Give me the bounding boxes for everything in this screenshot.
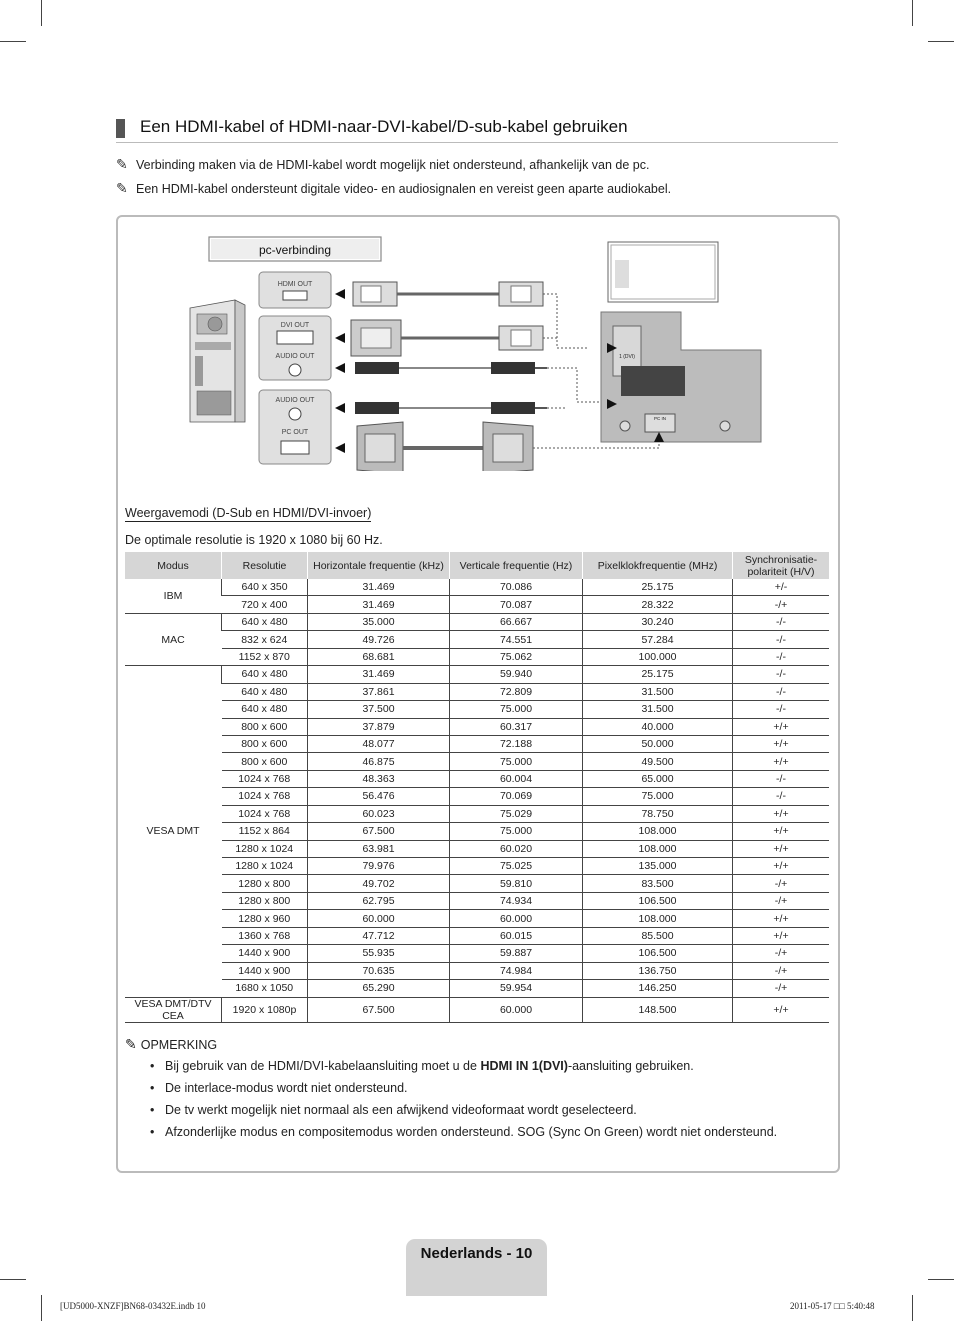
table-cell: +/+ xyxy=(733,910,830,927)
crop-mark xyxy=(928,1279,954,1280)
table-cell: 60.317 xyxy=(450,718,583,735)
table-cell: 59.810 xyxy=(450,875,583,892)
imprint-date: 2011-05-17 □□ 5:40:48 xyxy=(790,1301,875,1311)
imprint-file: [UD5000-XNZF]BN68-03432E.indb 10 xyxy=(60,1301,206,1311)
optimal-resolution: De optimale resolutie is 1920 x 1080 bij 60 Hz. xyxy=(125,533,383,547)
table-cell: 66.667 xyxy=(450,613,583,630)
table-row xyxy=(125,631,829,648)
table-cell: 75.025 xyxy=(450,858,583,875)
hdmi-out-label: HDMI OUT xyxy=(277,281,313,288)
table-cell: 640 x 480 xyxy=(222,613,308,630)
pc-out-label: PC OUT xyxy=(281,429,309,436)
table-row xyxy=(125,962,829,979)
table-cell: 1920 x 1080p xyxy=(222,997,308,1022)
table-cell: 640 x 480 xyxy=(222,666,308,683)
table-cell: 1360 x 768 xyxy=(222,927,308,944)
table-cell: 70.087 xyxy=(450,596,583,613)
table-row xyxy=(125,858,829,875)
table-row xyxy=(125,823,829,840)
table-cell: 70.069 xyxy=(450,788,583,805)
table-cell: 83.500 xyxy=(583,875,733,892)
hdmi-cable xyxy=(353,282,543,306)
table-cell: 60.015 xyxy=(450,927,583,944)
table-cell: 800 x 600 xyxy=(222,753,308,770)
table-cell: 31.500 xyxy=(583,701,733,718)
audio-pc-panel xyxy=(259,390,331,464)
table-cell: +/+ xyxy=(733,927,830,944)
table-cell: 79.976 xyxy=(308,858,450,875)
table-cell: 800 x 600 xyxy=(222,718,308,735)
note-text: Een HDMI-kabel ondersteunt digitale video- en audiosignalen en vereist geen aparte audiokabel. xyxy=(136,182,672,196)
mode-cell: VESA DMT/DTV CEA xyxy=(125,997,222,1022)
table-cell: 63.981 xyxy=(308,840,450,857)
bullet-bold: HDMI IN 1(DVI) xyxy=(480,1059,568,1073)
table-cell: 106.500 xyxy=(583,945,733,962)
table-cell: 1280 x 960 xyxy=(222,910,308,927)
dvi-out-label: DVI OUT xyxy=(280,322,310,329)
table-cell: 60.000 xyxy=(308,910,450,927)
table-cell: 35.000 xyxy=(308,613,450,630)
table-cell: 1152 x 870 xyxy=(222,648,308,665)
table-cell: -/- xyxy=(733,770,830,787)
display-modes-table xyxy=(125,552,829,1023)
tv-hdmi-label: 1 (DVI) xyxy=(619,354,635,360)
table-cell: +/+ xyxy=(733,997,830,1022)
list-item: • De tv werkt mogelijk niet normaal als een afwijkend videoformaat wordt geselecteerd. xyxy=(150,1102,777,1124)
table-cell: -/+ xyxy=(733,980,830,997)
list-item xyxy=(150,1058,777,1080)
dvi-audio-panel xyxy=(259,316,331,380)
note-text: Verbinding maken via de HDMI-kabel wordt mogelijk niet ondersteund, afhankelijk van de pc. xyxy=(136,158,650,172)
table-cell: +/+ xyxy=(733,735,830,752)
table-cell: -/- xyxy=(733,631,830,648)
table-cell: 37.500 xyxy=(308,701,450,718)
section-title: Een HDMI-kabel of HDMI-naar-DVI-kabel/D-sub-kabel gebruiken xyxy=(140,117,628,136)
table-cell: 1280 x 1024 xyxy=(222,840,308,857)
table-cell: +/+ xyxy=(733,858,830,875)
table-cell: 55.935 xyxy=(308,945,450,962)
opmerking-list xyxy=(150,1058,777,1146)
table-cell: 60.023 xyxy=(308,805,450,822)
table-cell: 108.000 xyxy=(583,910,733,927)
table-body xyxy=(125,579,829,1022)
table-cell: 75.000 xyxy=(450,701,583,718)
table-row xyxy=(125,666,829,683)
tv-back-panel xyxy=(601,312,761,442)
table-cell: 56.476 xyxy=(308,788,450,805)
col-header: Synchronisatie-polariteit (H/V) xyxy=(733,552,830,579)
bullet-text: Bij gebruik van de HDMI/DVI-kabelaansluiting moet u de xyxy=(165,1059,481,1073)
tv-front-icon xyxy=(608,242,718,302)
crop-mark xyxy=(0,41,26,42)
table-row xyxy=(125,997,829,1022)
table-cell: 48.363 xyxy=(308,770,450,787)
table-cell: 1024 x 768 xyxy=(222,788,308,805)
table-cell: +/+ xyxy=(733,718,830,735)
table-cell: 59.887 xyxy=(450,945,583,962)
section-header xyxy=(116,116,838,143)
table-cell: +/+ xyxy=(733,805,830,822)
table-cell: 75.029 xyxy=(450,805,583,822)
crop-mark xyxy=(0,1279,26,1280)
table-cell: 1024 x 768 xyxy=(222,770,308,787)
dsub-cable xyxy=(357,422,533,471)
col-header: Pixelklokfrequentie (MHz) xyxy=(583,552,733,579)
table-cell: 47.712 xyxy=(308,927,450,944)
table-cell: 37.879 xyxy=(308,718,450,735)
connection-arrows xyxy=(335,289,345,453)
table-cell: 49.702 xyxy=(308,875,450,892)
page-label: Nederlands - 10 xyxy=(420,1245,533,1262)
table-cell: 25.175 xyxy=(583,579,733,596)
table-cell: 1280 x 800 xyxy=(222,875,308,892)
table-row xyxy=(125,788,829,805)
opmerking-heading xyxy=(125,1036,217,1053)
pen-icon: ✎ xyxy=(116,180,128,196)
mode-cell: VESA DMT xyxy=(125,666,222,997)
table-cell: 46.875 xyxy=(308,753,450,770)
table-cell: 720 x 400 xyxy=(222,596,308,613)
table-row xyxy=(125,927,829,944)
table-cell: 48.077 xyxy=(308,735,450,752)
table-cell: -/- xyxy=(733,788,830,805)
table-cell: -/+ xyxy=(733,962,830,979)
table-cell: 100.000 xyxy=(583,648,733,665)
col-header: Verticale frequentie (Hz) xyxy=(450,552,583,579)
table-cell: 67.500 xyxy=(308,997,450,1022)
table-cell: 1280 x 1024 xyxy=(222,858,308,875)
mode-cell: IBM xyxy=(125,579,222,613)
table-cell: 75.000 xyxy=(450,823,583,840)
table-cell: 60.004 xyxy=(450,770,583,787)
table-cell: -/+ xyxy=(733,892,830,909)
table-cell: 106.500 xyxy=(583,892,733,909)
table-cell: 60.000 xyxy=(450,910,583,927)
col-header: Resolutie xyxy=(222,552,308,579)
table-cell: 62.795 xyxy=(308,892,450,909)
list-item: • De interlace-modus wordt niet ondersteund. xyxy=(150,1080,777,1102)
table-cell: 640 x 480 xyxy=(222,683,308,700)
table-row xyxy=(125,735,829,752)
table-cell: 75.062 xyxy=(450,648,583,665)
pen-icon: ✎ xyxy=(116,156,128,172)
note-1 xyxy=(116,156,649,173)
table-cell: 72.188 xyxy=(450,735,583,752)
table-row xyxy=(125,840,829,857)
table-cell: 28.322 xyxy=(583,596,733,613)
audio-out-label: AUDIO OUT xyxy=(275,353,315,360)
table-cell: 136.750 xyxy=(583,962,733,979)
audio-cable xyxy=(355,402,547,414)
audio-cable xyxy=(355,362,547,374)
table-row xyxy=(125,648,829,665)
table-cell: 40.000 xyxy=(583,718,733,735)
hdmi-dvi-cable xyxy=(351,320,543,356)
table-cell: 60.020 xyxy=(450,840,583,857)
crop-mark xyxy=(41,1295,42,1321)
table-cell: 60.000 xyxy=(450,997,583,1022)
hdmi-out-panel xyxy=(259,272,331,308)
table-cell: 72.809 xyxy=(450,683,583,700)
col-header: Horizontale frequentie (kHz) xyxy=(308,552,450,579)
table-cell: 59.954 xyxy=(450,980,583,997)
table-cell: 74.934 xyxy=(450,892,583,909)
table-cell: 68.681 xyxy=(308,648,450,665)
table-cell: 57.284 xyxy=(583,631,733,648)
pc-connection-text: pc-verbinding xyxy=(258,243,332,257)
table-cell: 108.000 xyxy=(583,840,733,857)
table-cell: 78.750 xyxy=(583,805,733,822)
table-row xyxy=(125,718,829,735)
page-tab xyxy=(406,1239,547,1296)
table-row xyxy=(125,596,829,613)
pen-icon: ✎ xyxy=(125,1036,137,1052)
table-cell: 31.469 xyxy=(308,579,450,596)
table-cell: 49.726 xyxy=(308,631,450,648)
table-cell: 800 x 600 xyxy=(222,735,308,752)
table-cell: +/+ xyxy=(733,753,830,770)
table-row xyxy=(125,805,829,822)
crop-mark xyxy=(41,0,42,26)
table-cell: 31.500 xyxy=(583,683,733,700)
table-cell: -/- xyxy=(733,666,830,683)
table-cell: 1440 x 900 xyxy=(222,962,308,979)
table-cell: 30.240 xyxy=(583,613,733,630)
table-cell: 25.175 xyxy=(583,666,733,683)
table-row xyxy=(125,683,829,700)
table-row xyxy=(125,770,829,787)
table-cell: 148.500 xyxy=(583,997,733,1022)
table-cell: 832 x 624 xyxy=(222,631,308,648)
bullet-text: -aansluiting gebruiken. xyxy=(567,1059,694,1073)
table-cell: 65.000 xyxy=(583,770,733,787)
modes-title: Weergavemodi (D-Sub en HDMI/DVI-invoer) xyxy=(125,506,372,520)
opmerking-title: OPMERKING xyxy=(140,1038,218,1052)
table-cell: 67.500 xyxy=(308,823,450,840)
table-cell: 640 x 350 xyxy=(222,579,308,596)
table-row xyxy=(125,910,829,927)
heading-bar xyxy=(116,119,125,138)
table-row xyxy=(125,753,829,770)
table-cell: 50.000 xyxy=(583,735,733,752)
table-cell: -/- xyxy=(733,613,830,630)
table-cell: -/+ xyxy=(733,596,830,613)
mode-cell: MAC xyxy=(125,613,222,665)
table-cell: -/- xyxy=(733,683,830,700)
table-cell: 31.469 xyxy=(308,596,450,613)
table-cell: 146.250 xyxy=(583,980,733,997)
table-cell: 1280 x 800 xyxy=(222,892,308,909)
table-cell: 1440 x 900 xyxy=(222,945,308,962)
table-cell: 37.861 xyxy=(308,683,450,700)
pc-connection-diagram xyxy=(185,236,765,471)
table-cell: 49.500 xyxy=(583,753,733,770)
crop-mark xyxy=(912,0,913,26)
crop-mark xyxy=(928,41,954,42)
table-cell: 70.635 xyxy=(308,962,450,979)
table-cell: 108.000 xyxy=(583,823,733,840)
table-cell: 59.940 xyxy=(450,666,583,683)
table-row xyxy=(125,701,829,718)
table-header-row xyxy=(125,552,829,579)
table-cell: 70.086 xyxy=(450,579,583,596)
table-cell: -/+ xyxy=(733,945,830,962)
table-cell: +/- xyxy=(733,579,830,596)
table-cell: 74.984 xyxy=(450,962,583,979)
table-cell: 640 x 480 xyxy=(222,701,308,718)
table-cell: +/+ xyxy=(733,840,830,857)
table-row xyxy=(125,892,829,909)
table-cell: 1152 x 864 xyxy=(222,823,308,840)
table-cell: 135.000 xyxy=(583,858,733,875)
table-cell: 75.000 xyxy=(583,788,733,805)
table-row xyxy=(125,945,829,962)
table-cell: 85.500 xyxy=(583,927,733,944)
computer-icon xyxy=(190,300,245,422)
note-2 xyxy=(116,180,671,197)
crop-mark xyxy=(912,1295,913,1321)
table-cell: -/+ xyxy=(733,875,830,892)
table-cell: 31.469 xyxy=(308,666,450,683)
table-cell: +/+ xyxy=(733,823,830,840)
table-row xyxy=(125,579,829,596)
audio-out-label: AUDIO OUT xyxy=(275,397,315,404)
table-cell: 74.551 xyxy=(450,631,583,648)
table-row xyxy=(125,875,829,892)
table-cell: 1024 x 768 xyxy=(222,805,308,822)
tv-pc-in-label: PC IN xyxy=(653,416,667,421)
table-row xyxy=(125,613,829,630)
table-cell: 65.290 xyxy=(308,980,450,997)
list-item: • Afzonderlijke modus en compositemodus worden ondersteund. SOG (Sync On Green) wordt niet ondersteund. xyxy=(150,1124,777,1146)
table-cell: 75.000 xyxy=(450,753,583,770)
table-row xyxy=(125,980,829,997)
table-cell: -/- xyxy=(733,648,830,665)
table-cell: 1680 x 1050 xyxy=(222,980,308,997)
pc-connection-label xyxy=(209,237,381,261)
table-cell: -/- xyxy=(733,701,830,718)
col-header: Modus xyxy=(125,552,222,579)
